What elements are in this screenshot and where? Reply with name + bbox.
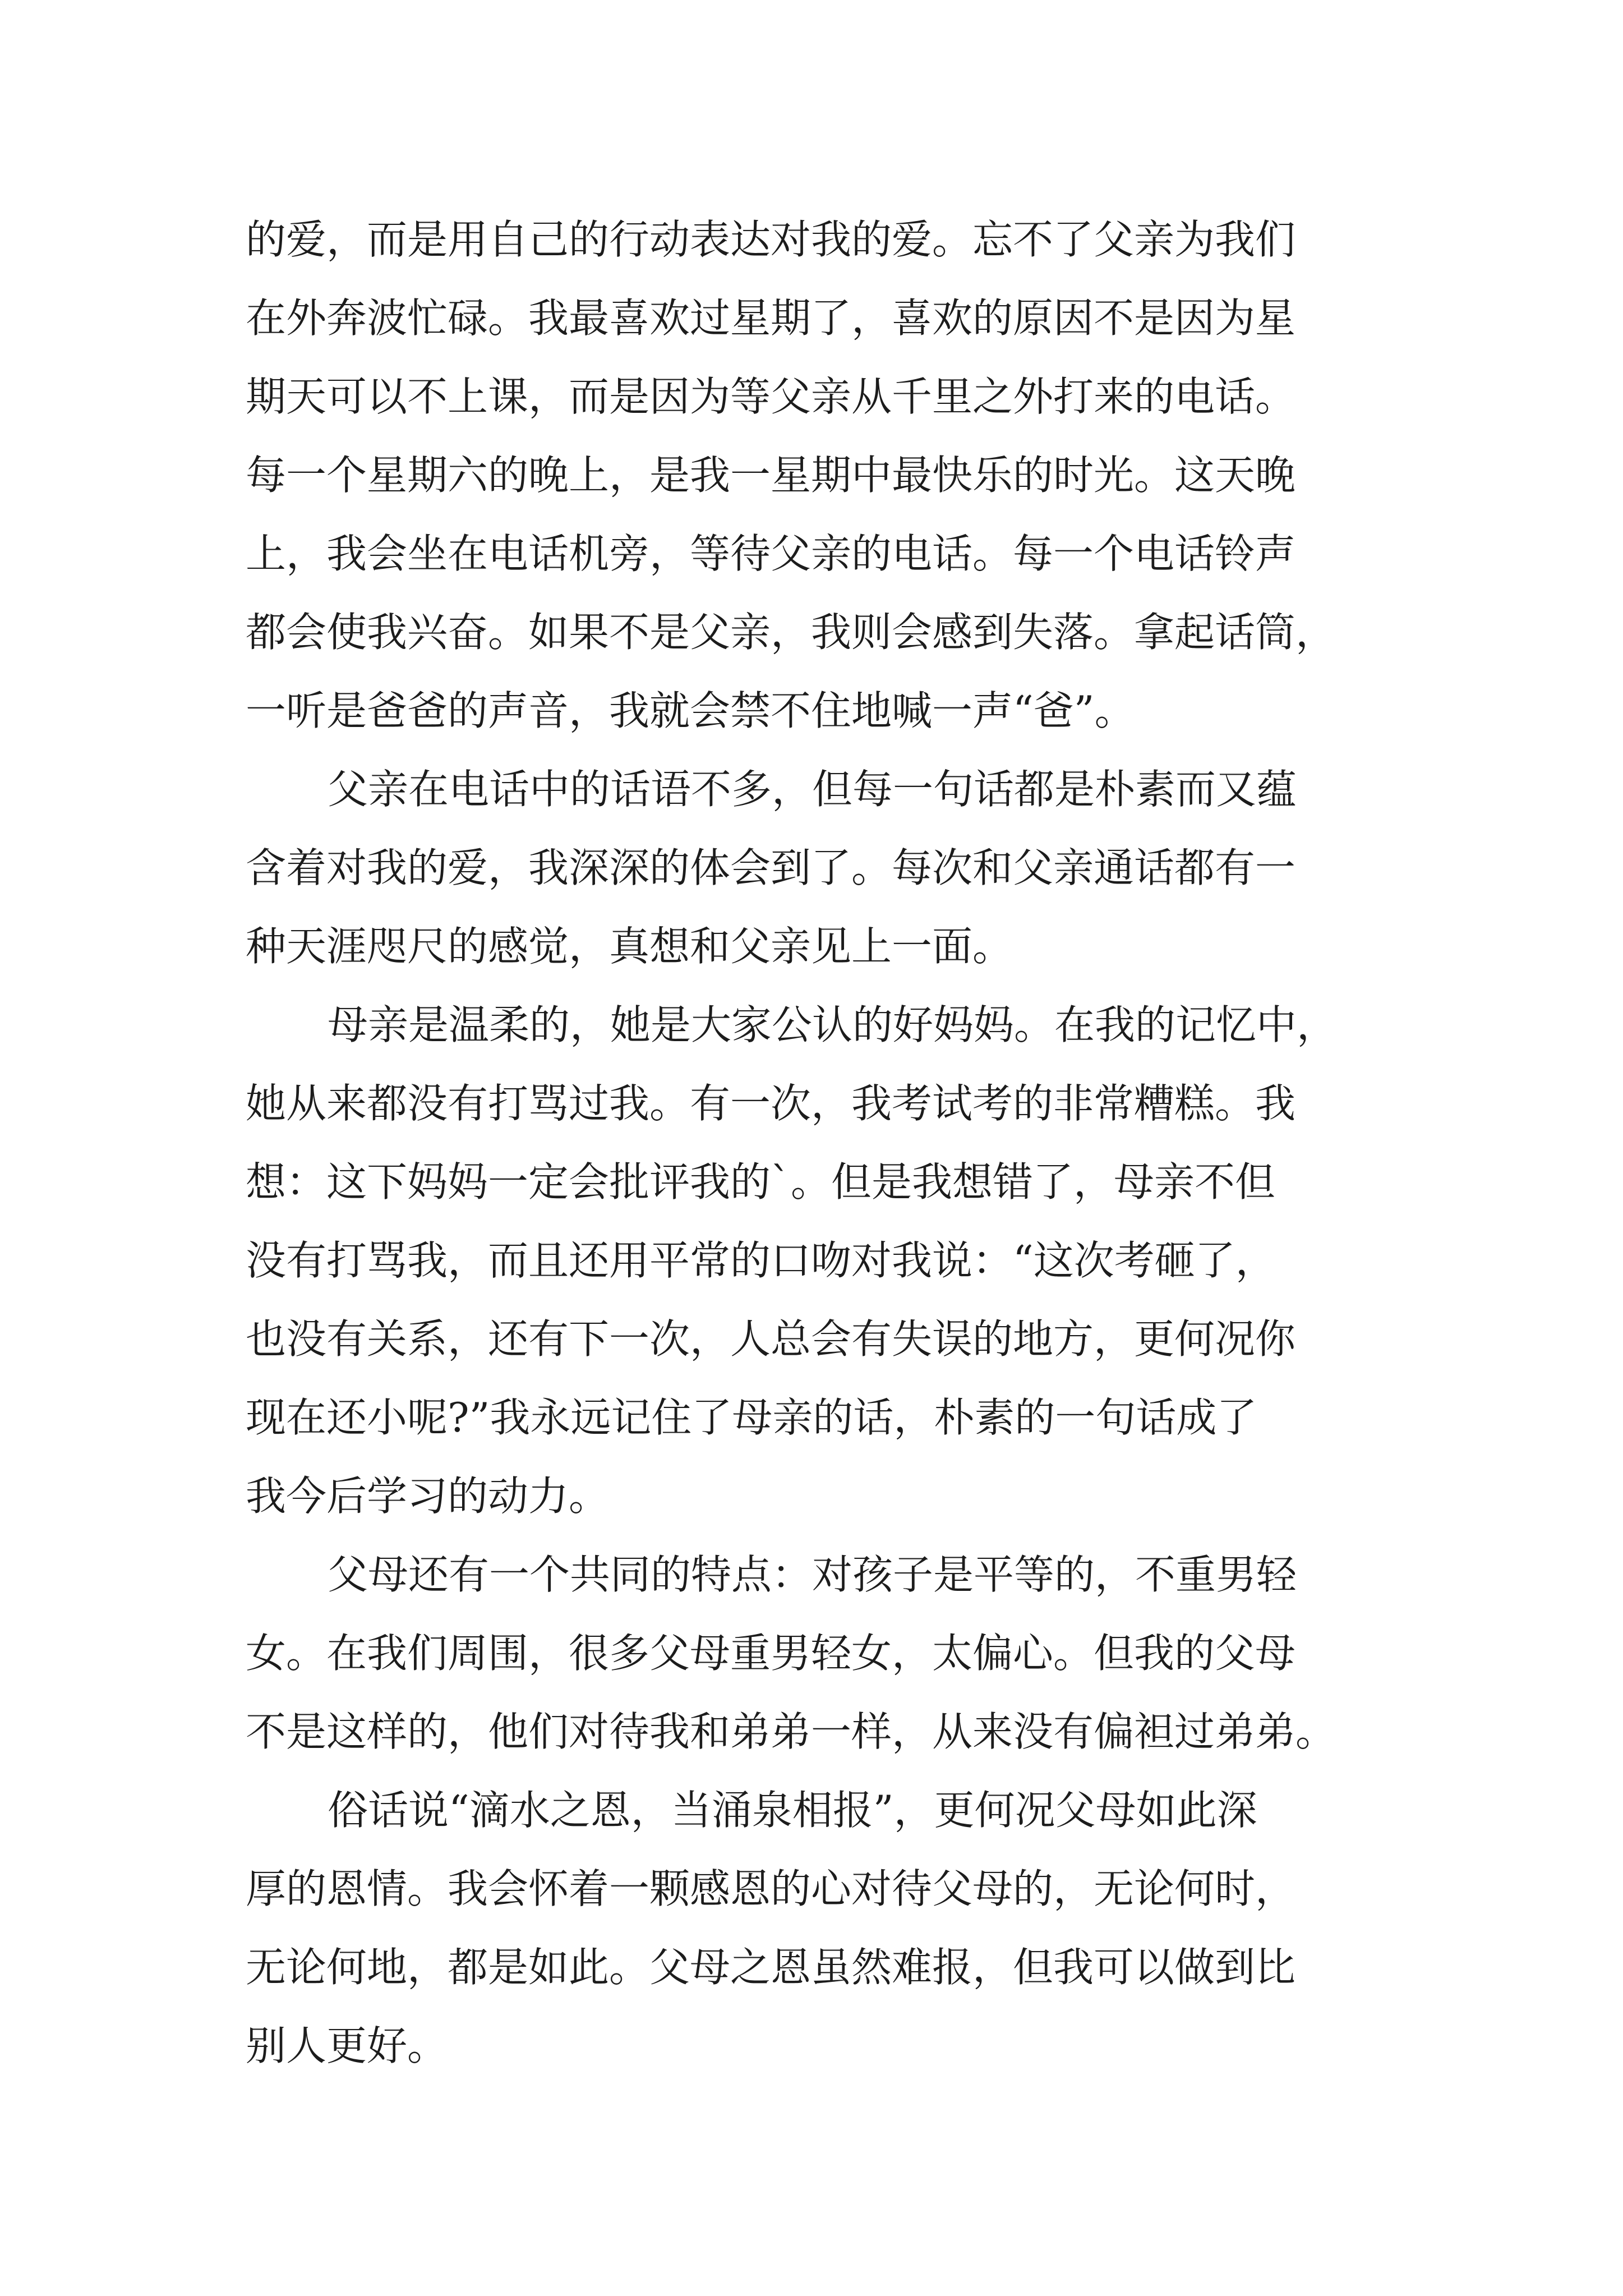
text-line: 在外奔波忙碌。我最喜欢过星期了，喜欢的原因不是因为星 <box>246 295 1296 342</box>
text-line: 没有打骂我，而且还用平常的口吻对我说：“这次考砸了， <box>246 1237 1276 1284</box>
paragraph-first-line: 俗话说“滴水之恩，当涌泉相报”，更何况父母如此深 <box>328 1787 1257 1834</box>
text-line: 都会使我兴奋。如果不是父亲，我则会感到失落。拿起话筒， <box>246 609 1336 656</box>
paragraph-first-line: 父亲在电话中的话语不多，但每一句话都是朴素而又蕴 <box>328 766 1297 813</box>
text-line: 厚的恩情。我会怀着一颗感恩的心对待父母的，无论何时， <box>246 1865 1296 1912</box>
text-line: 一听是爸爸的声音，我就会禁不住地喊一声“爸”。 <box>246 687 1135 734</box>
text-line: 期天可以不上课，而是因为等父亲从千里之外打来的电话。 <box>246 373 1296 420</box>
text-line: 别人更好。 <box>246 2022 448 2069</box>
text-line: 想：这下妈妈一定会批评我的`。但是我想错了，母亲不但 <box>246 1158 1276 1205</box>
text-line: 女。在我们周围，很多父母重男轻女，太偏心。但我的父母 <box>246 1630 1296 1677</box>
text-line: 每一个星期六的晚上，是我一星期中最快乐的时光。这天晚 <box>246 452 1296 499</box>
paragraph-first-line: 母亲是温柔的，她是大家公认的好妈妈。在我的记忆中， <box>328 1001 1338 1048</box>
text-line: 上，我会坐在电话机旁，等待父亲的电话。每一个电话铃声 <box>246 530 1296 577</box>
text-line: 也没有关系，还有下一次，人总会有失误的地方，更何况你 <box>246 1315 1296 1363</box>
paragraph-first-line: 父母还有一个共同的特点：对孩子是平等的，不重男轻 <box>328 1551 1297 1598</box>
text-line: 她从来都没有打骂过我。有一次，我考试考的非常糟糕。我 <box>246 1080 1296 1127</box>
text-line: 种天涯咫尺的感觉，真想和父亲见上一面。 <box>246 923 1013 970</box>
text-line: 现在还小呢?”我永远记住了母亲的话，朴素的一句话成了 <box>246 1394 1257 1441</box>
text-line: 含着对我的爱，我深深的体会到了。每次和父亲通话都有一 <box>246 844 1296 891</box>
text-line: 我今后学习的动力。 <box>246 1473 610 1520</box>
text-line: 的爱，而是用自己的行动表达对我的爱。忘不了父亲为我们 <box>246 216 1296 263</box>
text-line: 无论何地，都是如此。父母之恩虽然难报，但我可以做到比 <box>246 1944 1296 1991</box>
text-line: 不是这样的，他们对待我和弟弟一样，从来没有偏袒过弟弟。 <box>246 1708 1336 1755</box>
